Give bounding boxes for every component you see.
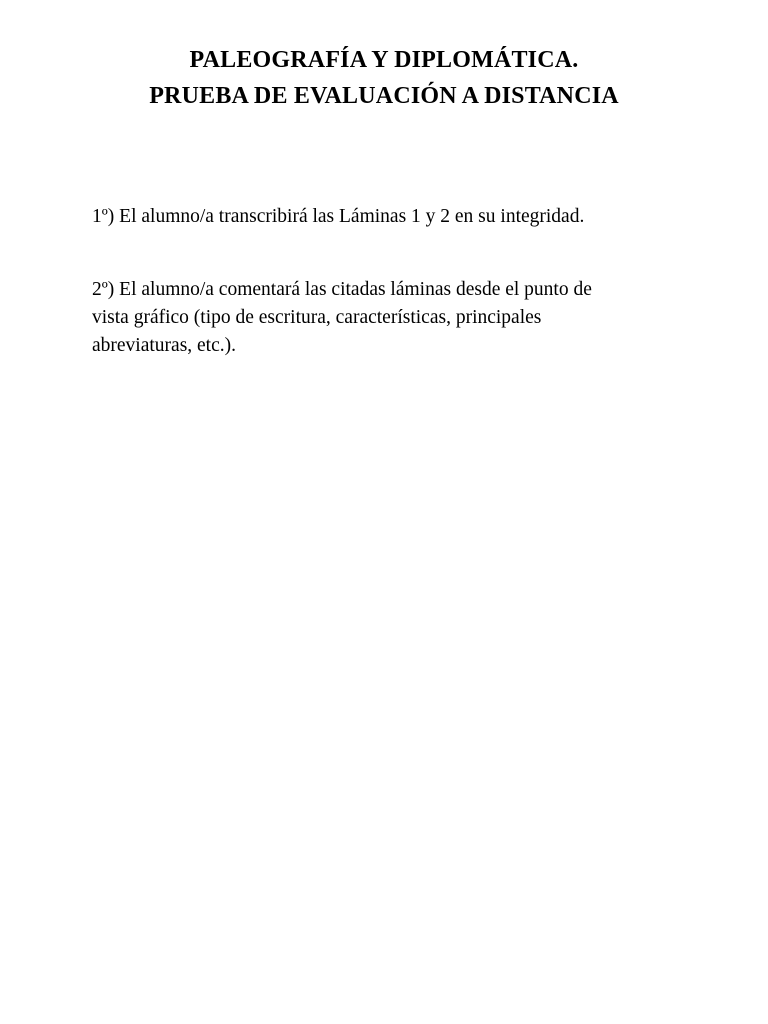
instruction-item-2-line-3: abreviaturas, etc.). (92, 335, 237, 356)
instruction-item-2-line-2: vista gráfico (tipo de escritura, características, principales (92, 307, 542, 328)
instruction-item-1: 1º) El alumno/a transcribirá las Láminas 1 y 2 en su integridad. (92, 206, 585, 227)
title-line-1: PALEOGRAFÍA Y DIPLOMÁTICA. (189, 47, 579, 73)
document-title (0, 42, 768, 114)
title-line-2: PRUEBA DE EVALUACIÓN A DISTANCIA (149, 83, 619, 109)
instruction-item-2 (92, 276, 702, 360)
instruction-item-2-line-1: 2º) El alumno/a comentará las citadas láminas desde el punto de (92, 279, 592, 300)
